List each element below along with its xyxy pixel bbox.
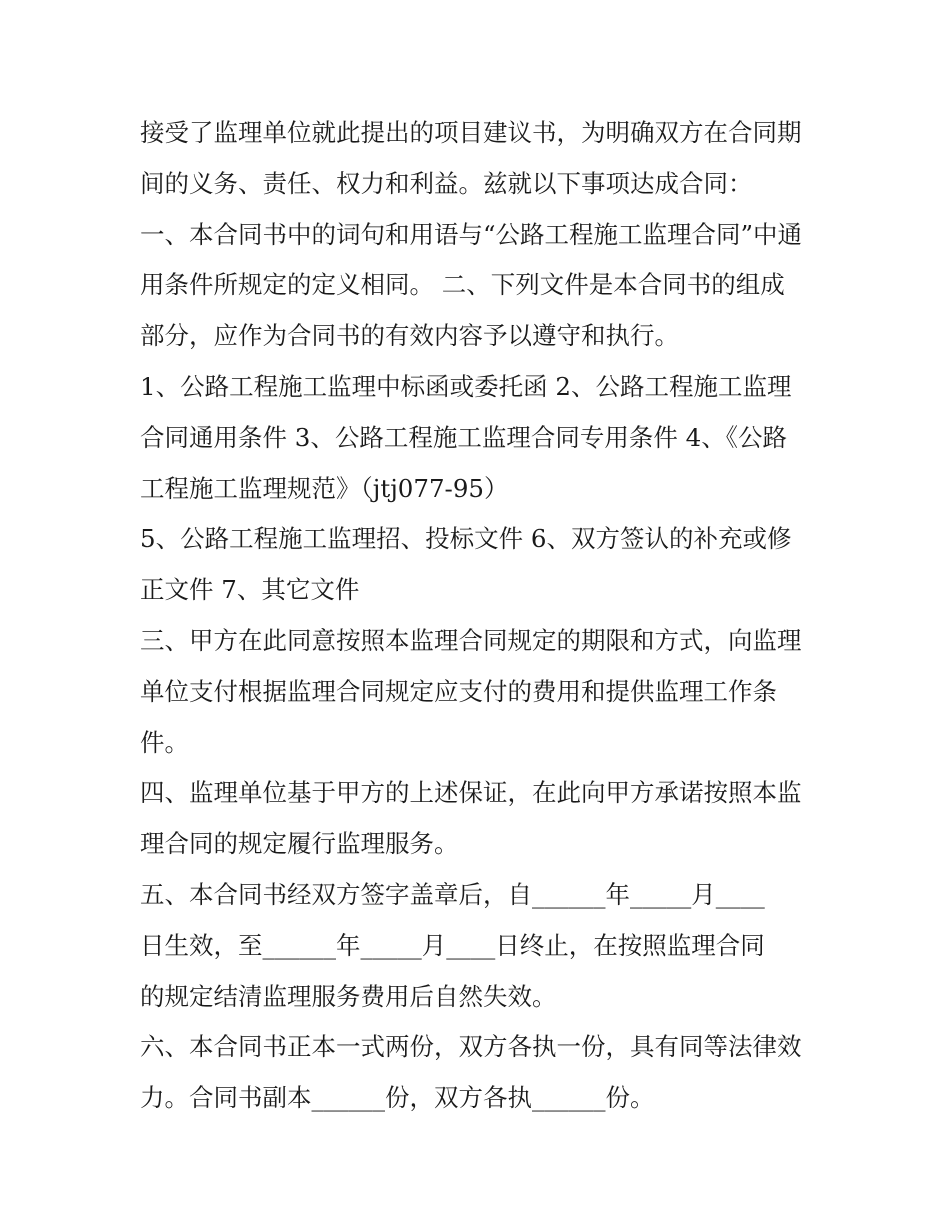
document-body <box>140 108 830 1124</box>
text-line: 正文件 7、其它文件 <box>140 575 360 605</box>
text-line: 接受了监理单位就此提出的项目建议书，为明确双方在合同期 <box>140 118 802 147</box>
text-line: 理合同的规定履行监理服务。 <box>140 829 459 859</box>
text-line: 六、本合同书正本一式两份，双方各执一份，具有同等法律效 <box>140 1032 802 1062</box>
text-line: 间的义务、责任、权力和利益。兹就以下事项达成合同： <box>140 168 753 198</box>
text-line: 的规定结清监理服务费用后自然失效。 <box>140 981 557 1011</box>
text-line: 合同通用条件 3、公路工程施工监理合同专用条件 4、《公路 <box>140 422 787 452</box>
text-line: 件。 <box>140 727 189 757</box>
text-line: 单位支付根据监理合同规定应支付的费用和提供监理工作条 <box>140 676 777 706</box>
text-line: 用条件所规定的定义相同。 二、下列文件是本合同书的组成 <box>140 270 785 300</box>
text-line: 力。合同书副本______份，双方各执______份。 <box>140 1083 655 1113</box>
text-line: 1、公路工程施工监理中标函或委托函 2、公路工程施工监理 <box>140 371 792 401</box>
text-line: 五、本合同书经双方签字盖章后，自______年_____月____ <box>140 879 765 909</box>
text-line: 工程施工监理规范》（jtj077-95） <box>140 473 509 503</box>
text-line: 部分，应作为合同书的有效内容予以遵守和执行。 <box>140 321 679 351</box>
text-line: 四、监理单位基于甲方的上述保证，在此向甲方承诺按照本监 <box>140 778 802 808</box>
text-line: 一、本合同书中的词句和用语与“公路工程施工监理合同”中通 <box>140 219 803 249</box>
text-line: 日生效，至______年_____月____日终止，在按照监理合同 <box>140 930 765 960</box>
text-line: 5、公路工程施工监理招、投标文件 6、双方签认的补充或修 <box>140 524 792 554</box>
text-line: 三、甲方在此同意按照本监理合同规定的期限和方式，向监理 <box>140 625 802 655</box>
